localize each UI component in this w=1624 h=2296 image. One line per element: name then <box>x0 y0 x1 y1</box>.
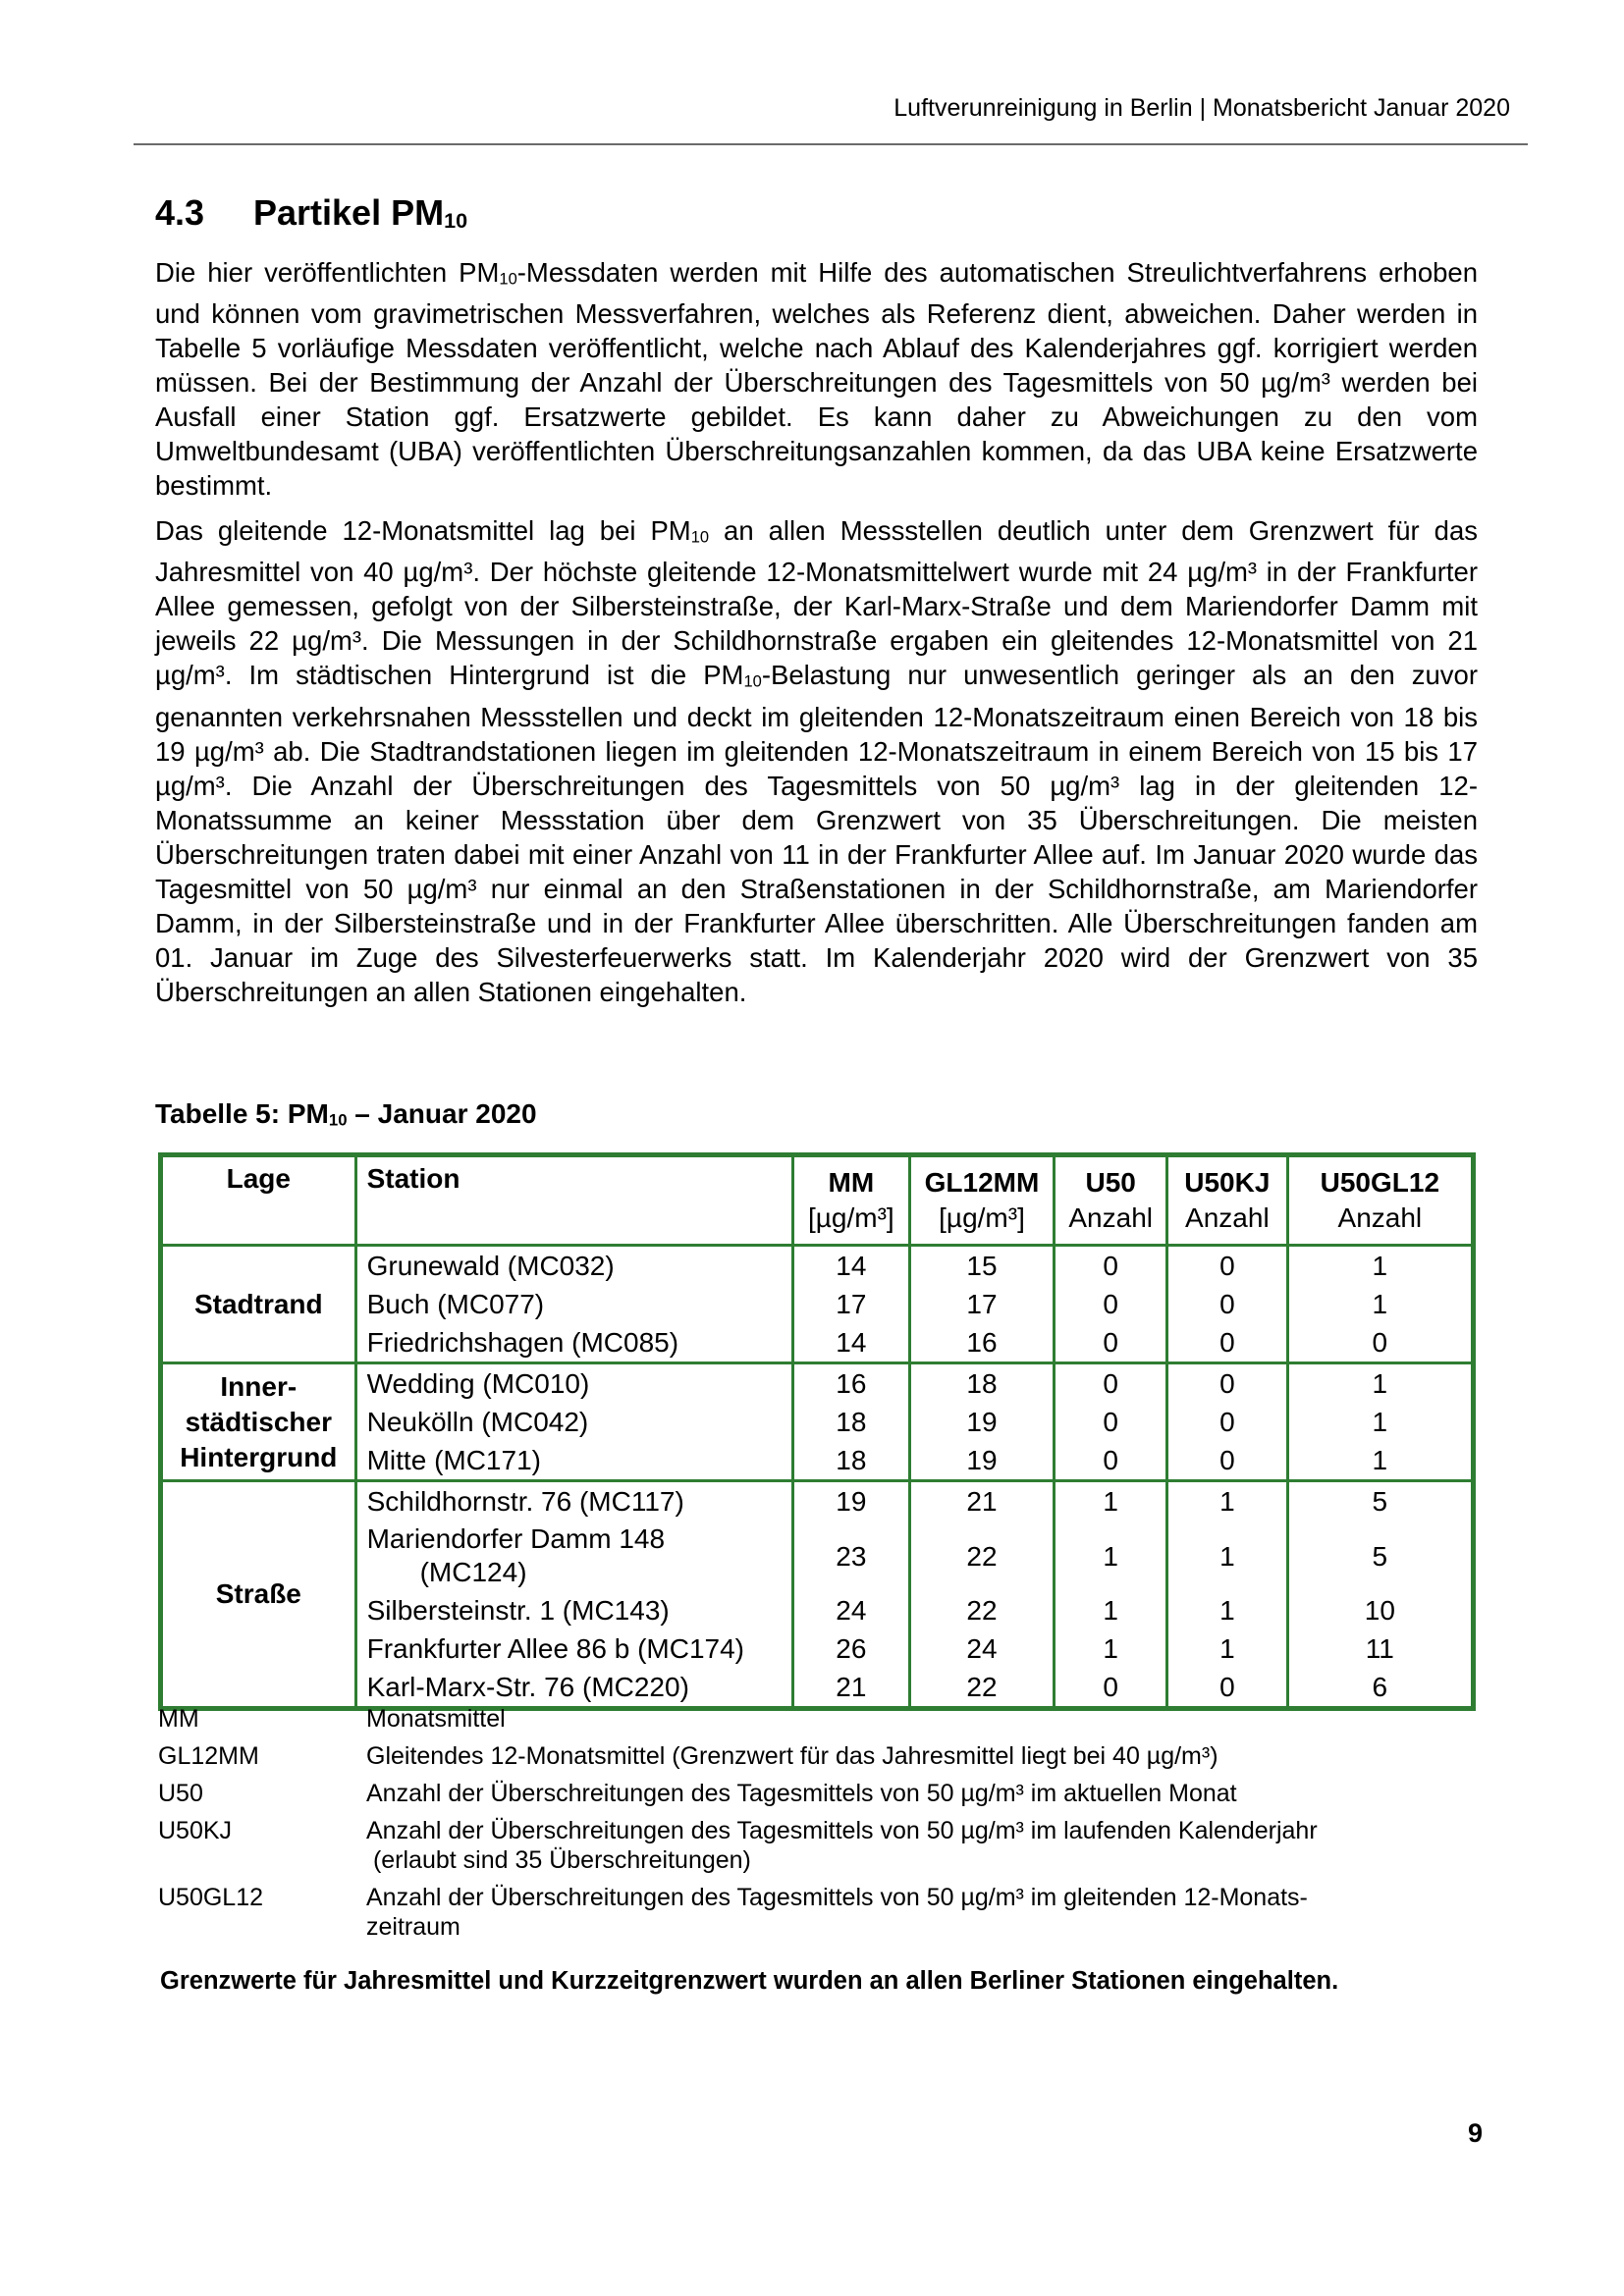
u50-cell: 0 <box>1055 1441 1167 1481</box>
station-cell: Karl-Marx-Str. 76 (MC220) <box>355 1668 792 1709</box>
header-lage: Lage <box>161 1155 356 1246</box>
gl12mm-cell: 18 <box>909 1363 1055 1404</box>
paragraph-analysis-subscript-1: 10 <box>690 528 710 547</box>
u50gl12-cell: 0 <box>1287 1323 1473 1363</box>
u50gl12-cell: 5 <box>1287 1521 1473 1591</box>
section-heading-subscript: 10 <box>444 208 468 234</box>
gl12mm-cell: 19 <box>909 1403 1055 1441</box>
station-cell: Schildhornstr. 76 (MC117) <box>355 1481 792 1522</box>
mm-cell: 18 <box>793 1403 910 1441</box>
station-cell-line: Mariendorfer Damm 148 <box>366 1523 666 1554</box>
u50kj-cell: 0 <box>1167 1246 1288 1286</box>
group-label-strasse: Straße <box>161 1481 356 1709</box>
summary-statement: Grenzwerte für Jahresmittel und Kurzzeitgrenzwert wurden an allen Berliner Stationen eingehalten. <box>160 1967 1339 1995</box>
u50gl12-cell: 1 <box>1287 1403 1473 1441</box>
mm-cell: 16 <box>793 1363 910 1404</box>
header-u50gl12: U50GL12 Anzahl <box>1287 1155 1473 1246</box>
legend-item <box>158 1704 1484 1734</box>
mm-cell: 18 <box>793 1441 910 1481</box>
u50kj-cell: 0 <box>1167 1403 1288 1441</box>
table-row <box>161 1629 1474 1668</box>
group-label-innerstaedtisch <box>161 1363 356 1481</box>
u50-cell: 0 <box>1055 1363 1167 1404</box>
station-cell: Wedding (MC010) <box>355 1363 792 1404</box>
table-row <box>161 1363 1474 1404</box>
legend-description <box>366 1816 1484 1875</box>
header-u50: U50 Anzahl <box>1055 1155 1167 1246</box>
legend-description-line: (erlaubt sind 35 Überschreitungen) <box>366 1846 751 1874</box>
header-mm: MM [µg/m³] <box>793 1155 910 1246</box>
station-cell: Grunewald (MC032) <box>355 1246 792 1286</box>
legend-description-line: Anzahl der Überschreitungen des Tagesmittels von 50 µg/m³ im gleitenden 12-Monats- <box>366 1884 1308 1911</box>
u50kj-cell: 0 <box>1167 1668 1288 1709</box>
u50gl12-cell: 10 <box>1287 1591 1473 1629</box>
group-label-line: Inner- <box>220 1370 298 1402</box>
paragraph-intro-text-1: Die hier veröffentlichten PM <box>155 257 500 288</box>
u50gl12-cell: 1 <box>1287 1246 1473 1286</box>
u50-cell: 1 <box>1055 1521 1167 1591</box>
station-cell: Neukölln (MC042) <box>355 1403 792 1441</box>
mm-cell: 19 <box>793 1481 910 1522</box>
paragraph-intro-subscript: 10 <box>499 270 517 289</box>
page-number: 9 <box>1467 2118 1483 2148</box>
mm-cell: 21 <box>793 1668 910 1709</box>
station-cell: Buch (MC077) <box>355 1285 792 1323</box>
table-caption-prefix: Tabelle 5: PM <box>155 1098 329 1129</box>
u50kj-cell: 0 <box>1167 1441 1288 1481</box>
u50-cell: 0 <box>1055 1246 1167 1286</box>
header-u50kj: U50KJ Anzahl <box>1167 1155 1288 1246</box>
table-caption <box>155 1098 537 1131</box>
legend-item <box>158 1741 1484 1771</box>
table-row <box>161 1668 1474 1709</box>
gl12mm-cell: 19 <box>909 1441 1055 1481</box>
mm-cell: 14 <box>793 1323 910 1363</box>
u50kj-cell: 0 <box>1167 1323 1288 1363</box>
table-row <box>161 1521 1474 1591</box>
station-cell: Friedrichshagen (MC085) <box>355 1323 792 1363</box>
legend-description-line: zeitraum <box>366 1913 460 1941</box>
u50-cell: 1 <box>1055 1591 1167 1629</box>
paragraph-analysis-subscript-2: 10 <box>743 672 762 691</box>
u50-cell: 0 <box>1055 1323 1167 1363</box>
legend-key: U50 <box>158 1780 203 1807</box>
legend-item <box>158 1883 1484 1942</box>
mm-cell: 17 <box>793 1285 910 1323</box>
legend-key: U50GL12 <box>158 1884 264 1911</box>
group-label-line: städtischer <box>185 1406 332 1437</box>
section-title <box>155 192 467 234</box>
pm10-table <box>158 1152 1476 1711</box>
table-caption-suffix: – Januar 2020 <box>347 1098 537 1129</box>
gl12mm-cell: 22 <box>909 1591 1055 1629</box>
mm-cell: 26 <box>793 1629 910 1668</box>
table-row <box>161 1441 1474 1481</box>
u50gl12-cell: 1 <box>1287 1285 1473 1323</box>
station-cell: Mitte (MC171) <box>355 1441 792 1481</box>
header-rule <box>134 143 1528 145</box>
table-caption-subscript: 10 <box>328 1110 348 1130</box>
u50-cell: 1 <box>1055 1481 1167 1522</box>
u50kj-cell: 1 <box>1167 1591 1288 1629</box>
station-cell: Frankfurter Allee 86 b (MC174) <box>355 1629 792 1668</box>
u50-cell: 0 <box>1055 1403 1167 1441</box>
station-cell <box>355 1521 792 1591</box>
station-cell-line: (MC124) <box>419 1557 527 1587</box>
legend-description-line: Anzahl der Überschreitungen des Tagesmittels von 50 µg/m³ im laufenden Kalenderjahr <box>366 1817 1318 1844</box>
u50kj-cell: 0 <box>1167 1363 1288 1404</box>
u50-cell: 1 <box>1055 1629 1167 1668</box>
legend-description: Monatsmittel <box>366 1705 506 1733</box>
gl12mm-cell: 21 <box>909 1481 1055 1522</box>
paragraph-analysis-text-1: Das gleitende 12-Monatsmittel lag bei PM <box>155 515 691 546</box>
section-number: 4.3 <box>155 192 205 233</box>
mm-cell: 24 <box>793 1591 910 1629</box>
group-label-line: Hintergrund <box>180 1441 338 1472</box>
u50kj-cell: 1 <box>1167 1521 1288 1591</box>
legend-description <box>366 1883 1484 1942</box>
legend-item <box>158 1779 1484 1808</box>
header-station: Station <box>355 1155 792 1246</box>
table-row <box>161 1403 1474 1441</box>
header-gl12mm: GL12MM [µg/m³] <box>909 1155 1055 1246</box>
legend-key: MM <box>158 1705 199 1733</box>
gl12mm-cell: 22 <box>909 1668 1055 1709</box>
table-row <box>161 1591 1474 1629</box>
gl12mm-cell: 16 <box>909 1323 1055 1363</box>
u50kj-cell: 1 <box>1167 1629 1288 1668</box>
paragraph-analysis <box>155 513 1478 1009</box>
mm-cell: 23 <box>793 1521 910 1591</box>
gl12mm-cell: 17 <box>909 1285 1055 1323</box>
paragraph-intro <box>155 255 1478 503</box>
u50kj-cell: 1 <box>1167 1481 1288 1522</box>
legend-description: Anzahl der Überschreitungen des Tagesmittels von 50 µg/m³ im aktuellen Monat <box>366 1780 1237 1807</box>
paragraph-intro-text-2: -Messdaten werden mit Hilfe des automatischen Streulichtverfahrens erhoben und können vom gravimetrischen Messverfahren, welches als Referenz dient, abweichen. Daher werden in Tabelle 5 vorläufige Messdaten veröffentlicht, welche nach Ablauf des Kalenderjahres ggf. korrigiert werden müssen. Bei der Bestimmung der Anzahl der Überschreitungen des Tagesmittels von 50 µg/m³ werden bei Ausfall einer Station ggf. Ersatzwerte gebildet. Es kann daher zu Abweichungen zu den vom Umweltbundesamt (UBA) veröffentlichten Überschreitungsanzahlen kommen, da das UBA keine Ersatzwerte bestimmt. <box>155 257 1479 502</box>
group-label-stadtrand: Stadtrand <box>161 1246 356 1363</box>
table-row <box>161 1285 1474 1323</box>
table-row <box>161 1246 1474 1286</box>
gl12mm-cell: 22 <box>909 1521 1055 1591</box>
legend-key: U50KJ <box>158 1817 233 1844</box>
u50gl12-cell: 11 <box>1287 1629 1473 1668</box>
u50gl12-cell: 1 <box>1287 1363 1473 1404</box>
legend-key: GL12MM <box>158 1742 259 1770</box>
u50gl12-cell: 5 <box>1287 1481 1473 1522</box>
paragraph-analysis-text-3: -Belastung nur unwesentlich geringer als an den zuvor genannten verkehrsnahen Messstellen und deckt im gleitenden 12-Monatszeitraum einen Bereich von 18 bis 19 µg/m³ ab. Die Stadtrandstationen liegen im gleitenden 12-Monatszeitraum in einem Bereich von 15 bis 17 µg/m³. Die Anzahl der Überschreitungen des Tagesmittels von 50 µg/m³ lag in der gleitenden 12-Monatssumme an keiner Messstation über dem Grenzwert von 35 Überschreitungen. Die meisten Überschreitungen traten dabei mit einer Anzahl von 11 in der Frankfurter Allee auf. Im Januar 2020 wurde das Tagesmittel von 50 µg/m³ nur einmal an den Straßenstationen in der Schildhornstraße, am Mariendorfer Damm, in der Silbersteinstraße und in der Frankfurter Allee überschritten. Alle Überschreitungen fanden am 01. Januar im Zuge des Silvesterfeuerwerks statt. Im Kalenderjahr 2020 wird der Grenzwert von 35 Überschreitungen an allen Stationen eingehalten. <box>155 660 1479 1007</box>
u50gl12-cell: 1 <box>1287 1441 1473 1481</box>
gl12mm-cell: 24 <box>909 1629 1055 1668</box>
legend-description: Gleitendes 12-Monatsmittel (Grenzwert für das Jahresmittel liegt bei 40 µg/m³) <box>366 1742 1218 1770</box>
table-legend <box>158 1704 1484 1949</box>
page-header: Luftverunreinigung in Berlin | Monatsbericht Januar 2020 <box>893 94 1510 122</box>
gl12mm-cell: 15 <box>909 1246 1055 1286</box>
paragraph-analysis-text-2: an allen Messstellen deutlich unter dem Grenzwert für das Jahresmittel von 40 µg/m³. Der höchste gleitende 12-Monatsmittelwert wurde mit 24 µg/m³ in der Frankfurter Allee gemessen, gefolgt von der Silbersteinstraße, der Karl-Marx-Straße und dem Mariendorfer Damm mit jeweils 22 µg/m³. Die Messungen in der Schildhornstraße ergaben ein gleitendes 12-Monatsmittel von 21 µg/m³. Im städtischen Hintergrund ist die PM <box>155 515 1478 691</box>
mm-cell: 14 <box>793 1246 910 1286</box>
u50-cell: 0 <box>1055 1668 1167 1709</box>
legend-item <box>158 1816 1484 1875</box>
section-heading: Partikel PM <box>253 192 445 233</box>
table-header-row <box>161 1155 1474 1246</box>
table-row <box>161 1323 1474 1363</box>
station-cell: Silbersteinstr. 1 (MC143) <box>355 1591 792 1629</box>
table-row <box>161 1481 1474 1522</box>
u50gl12-cell: 6 <box>1287 1668 1473 1709</box>
u50-cell: 0 <box>1055 1285 1167 1323</box>
u50kj-cell: 0 <box>1167 1285 1288 1323</box>
